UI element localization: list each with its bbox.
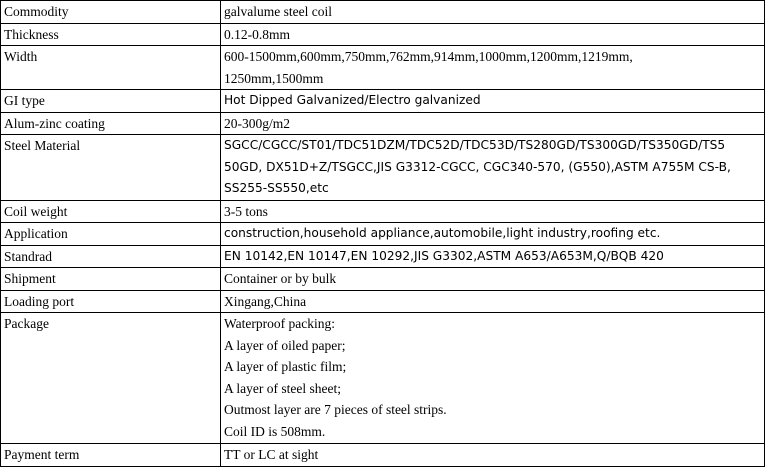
table-row: [1, 245, 765, 268]
table-row: [1, 313, 765, 444]
row-value: [221, 444, 765, 467]
row-value: [221, 112, 765, 135]
value-line: construction,household appliance,automobile,light industry,roofing etc.: [224, 226, 661, 240]
row-value: [221, 200, 765, 223]
row-label: Application: [1, 223, 221, 246]
value-line: A layer of oiled paper;: [224, 337, 346, 353]
row-label: Loading port: [1, 290, 221, 313]
table-row: [1, 290, 765, 313]
table-row: [1, 23, 765, 46]
row-label: Coil weight: [1, 200, 221, 223]
row-label: Width: [1, 46, 221, 90]
table-row: [1, 200, 765, 223]
row-label: Commodity: [1, 1, 221, 24]
row-label: Standrad: [1, 245, 221, 268]
value-line: Coil ID is 508mm.: [224, 423, 326, 439]
table-row: [1, 1, 765, 24]
value-line: Outmost layer are 7 pieces of steel strips.: [224, 402, 447, 417]
value-line: EN 10142,EN 10147,EN 10292,JIS G3302,ASTM A653/A653M,Q/BQB 420: [224, 248, 664, 263]
value-line: 0.12-0.8mm: [224, 26, 290, 42]
value-line: 1250mm,1500mm: [224, 70, 324, 86]
row-label: Package: [1, 313, 221, 444]
value-line: TT or LC at sight: [224, 447, 319, 462]
table-row: [1, 444, 765, 467]
table-row: [1, 46, 765, 90]
value-line: Waterproof packing:: [224, 316, 335, 331]
table-row: [1, 223, 765, 246]
value-line: 20-300g/m2: [224, 115, 290, 131]
row-label: Shipment: [1, 268, 221, 291]
row-value: [221, 290, 765, 313]
row-value: [221, 268, 765, 291]
row-label: GI type: [1, 90, 221, 113]
value-line: galvalume steel coil: [224, 4, 332, 19]
value-line: SGCC/CGCC/ST01/TDC51DZM/TDC52D/TDC53D/TS280GD/TS300GD/TS350GD/TS5: [224, 138, 726, 152]
value-line: Xingang,China: [224, 293, 307, 309]
value-line: A layer of steel sheet;: [224, 380, 341, 396]
value-line: 600-1500mm,600mm,750mm,762mm,914mm,1000mm,1200mm,1219mm,: [224, 49, 633, 64]
row-value: [221, 245, 765, 268]
spec-table-body: [1, 1, 765, 467]
row-value: [221, 46, 765, 90]
row-value: [221, 90, 765, 113]
value-line: SS255-SS550,etc: [224, 181, 329, 195]
row-label: Thickness: [1, 23, 221, 46]
table-row: [1, 112, 765, 135]
value-line: Hot Dipped Galvanized/Electro galvanized: [224, 93, 481, 107]
value-line: 3-5 tons: [224, 203, 268, 219]
row-value: [221, 223, 765, 246]
table-row: [1, 135, 765, 201]
table-row: [1, 90, 765, 113]
value-line: A layer of plastic film;: [224, 359, 347, 374]
row-value: [221, 313, 765, 444]
row-label: Payment term: [1, 444, 221, 467]
row-value: [221, 1, 765, 24]
row-value: [221, 135, 765, 201]
row-label: Alum-zinc coating: [1, 112, 221, 135]
value-line: Container or by bulk: [224, 271, 337, 286]
value-line: 50GD, DX51D+Z/TSGCC,JIS G3312-CGCC, CGC340-570, (G550),ASTM A755M CS-B,: [224, 159, 731, 174]
row-value: [221, 23, 765, 46]
row-label: Steel Material: [1, 135, 221, 201]
table-row: [1, 268, 765, 291]
